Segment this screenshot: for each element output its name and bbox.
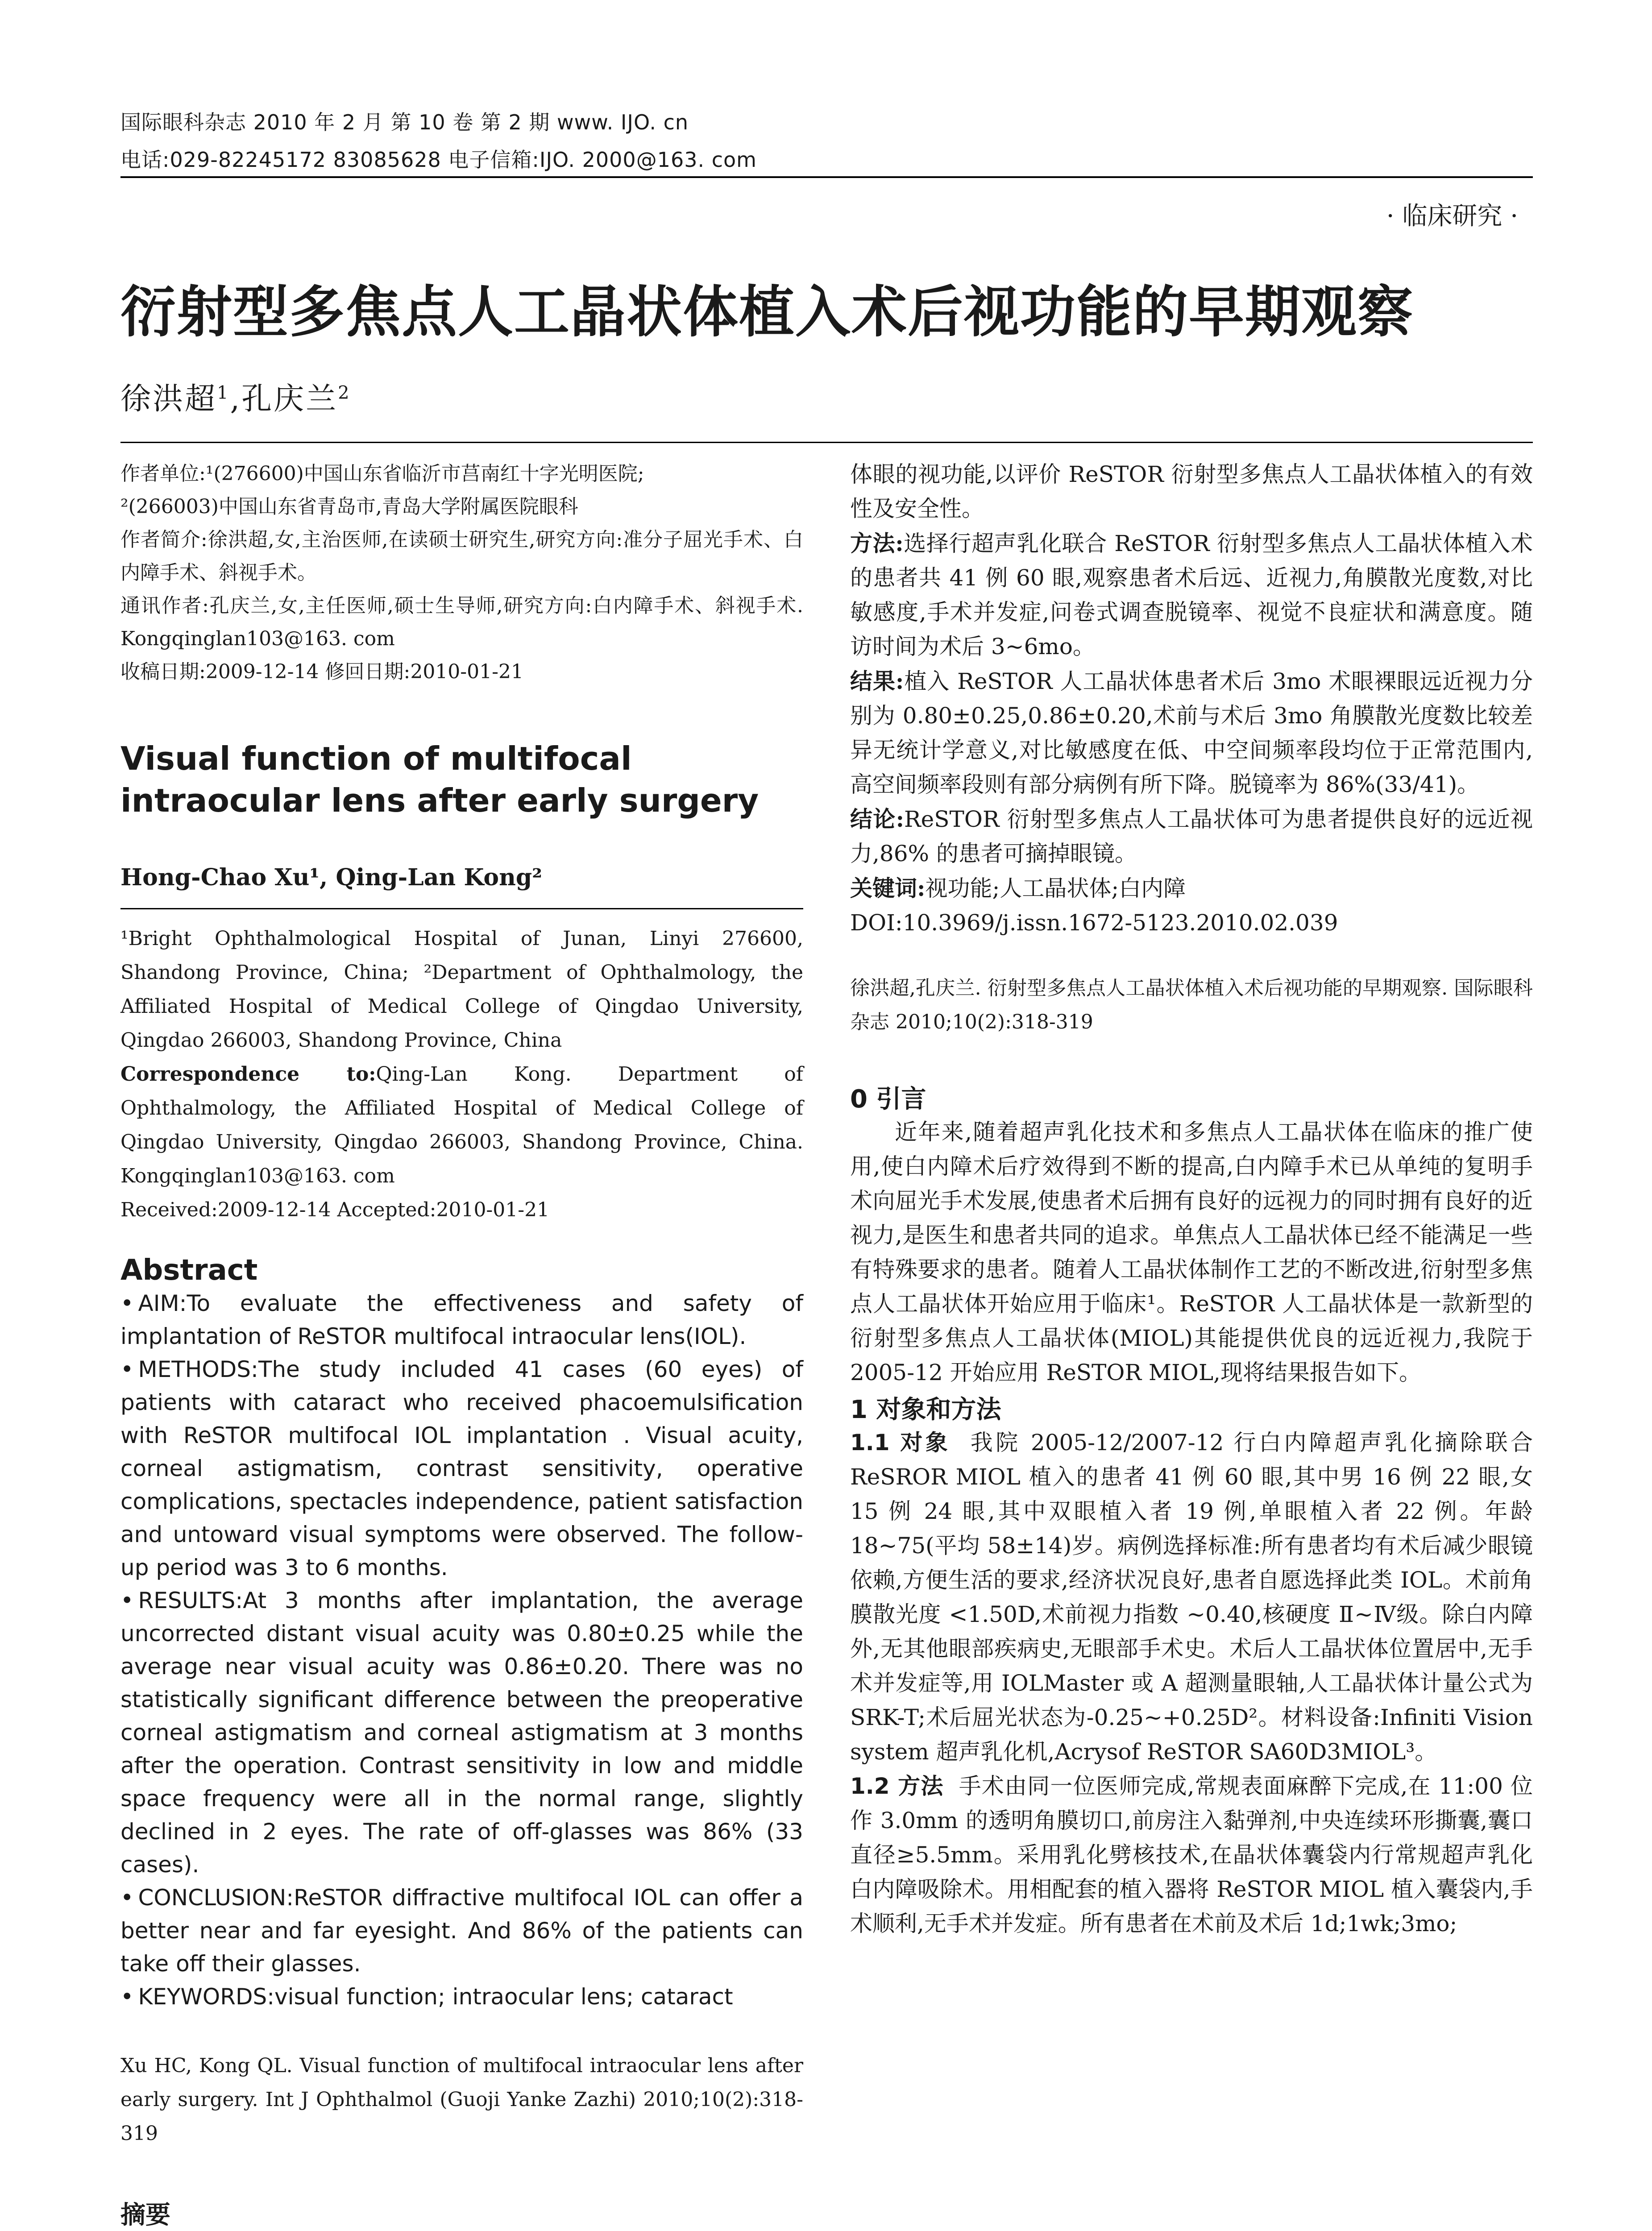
journal-header-line2: 电话:029-82245172 83085628 电子信箱:IJO. 2000@163. com xyxy=(120,148,757,172)
citation-cn: 徐洪超,孔庆兰. 衍射型多焦点人工晶状体植入术后视功能的早期观察. 国际眼科杂志 2010;10(2):318-319 xyxy=(850,977,1533,1033)
abstract-methods: • METHODS:The study included 41 cases (60 eyes) of patients with cataract who received phacoemulsification with ReSTOR multifocal IOL implantation . Visual acuity, corneal astigmatism, contrast sensitivity, operative complications, spectacles independence, patient satisfaction and untoward visual symptoms were observed. The follow-up period was 3 to 6 months. xyxy=(120,1356,803,1580)
section1-1-text: 我院 2005-12/2007-12 行白内障超声乳化摘除联合 ReSROR MIOL 植入的患者 41 例 60 眼,其中男 16 例 22 眼,女 15 例 24 眼,其中双眼植入者 19 例,单眼植入者 22 例。年龄 18~75(平均 58±14)岁。病例选择标准:所有患者均有术后减少眼镜依赖,方便生活的要求,经济状况良好,患者自愿选择此类 IOL。术前角膜散光度 <1.50D,术前视力指数 ~0.40,核硬度 Ⅱ~Ⅳ级。除白内障外,无其他眼部疾病史,无眼部手术史。术后人工晶状体位置居中,无手术并发症等,用 IOLMaster 或 A 超测量眼轴,人工晶状体计量公式为 SRK-T;术后屈光状态为-0.25~+0.25D²。材料设备:Infiniti Vision system 超声乳化机,Acrysof ReSTOR SA60D3MIOL³。 xyxy=(850,1430,1533,1765)
english-affiliation: ¹Bright Ophthalmological Hospital of Junan, Linyi 276600, Shandong Province, China; ²Department of Ophthalmology, the Affiliated Hospital of Medical College of Qingdao University, Qingdao 266003, Shandong Province, China xyxy=(120,927,803,1052)
received-dates-en: Received:2009-12-14 Accepted:2010-01-21 xyxy=(120,1198,550,1221)
corresponding-author: 通讯作者:孔庆兰,女,主任医师,硕士生导师,研究方向:白内障手术、斜视手术. Kongqinglan103@163. com xyxy=(120,594,803,650)
section1-heading: 1 对象和方法 xyxy=(850,1395,1001,1424)
zhaiyao-methods xyxy=(850,526,1533,664)
citation-en: Xu HC, Kong QL. Visual function of multifocal intraocular lens after early surgery. Int J Ophthalmol (Guoji Yanke Zazhi) 2010;10(2):318-319 xyxy=(120,2054,803,2145)
correspondence xyxy=(120,1057,803,1193)
right-column xyxy=(850,457,1533,1941)
english-title: Visual function of multifocal intraocular lens after early surgery xyxy=(120,740,759,819)
abstract-heading: Abstract xyxy=(120,1254,258,1287)
abstract-conclusion-label: CONCLUSION: xyxy=(138,1885,294,1911)
abstract-methods-text: The study included 41 cases (60 eyes) of patients with cataract who received phacoemulsification with ReSTOR multifocal IOL implantation . Visual acuity, corneal astigmatism, contrast sensitivity, operative complications, spectacles independence, patient satisfaction and untoward visual symptoms were observed. The follow-up period was 3 to 6 months. xyxy=(120,1356,803,1580)
abstract-aim-text: To evaluate the effectiveness and safety of implantation of ReSTOR multifocal intraocular lens(IOL). xyxy=(120,1290,803,1349)
authors-rule xyxy=(120,442,1533,443)
zhaiyao-conclusion xyxy=(850,802,1533,871)
journal-header-line1: 国际眼科杂志 2010 年 2 月 第 10 卷 第 2 期 www. IJO. cn xyxy=(120,110,689,134)
zhaiyao-heading: 摘要 xyxy=(120,2201,170,2230)
intro-paragraph: 近年来,随着超声乳化技术和多焦点人工晶状体在临床的推广使用,使白内障术后疗效得到不断的提高,白内障手术已从单纯的复明手术向屈光手术发展,使患者术后拥有良好的远视力的同时拥有良好的近视力,是医生和患者共同的追求。单焦点人工晶状体已经不能满足一些有特殊要求的患者。随着人工晶状体制作工艺的不断改进,衍射型多焦点人工晶状体开始应用于临床¹。ReSTOR 人工晶状体是一款新型的衍射型多焦点人工晶状体(MIOL)其能提供优良的远近视力,我院于 2005-12 开始应用 ReSTOR MIOL,现将结果报告如下。 xyxy=(850,1119,1533,1385)
author-1: 徐洪超 xyxy=(120,382,217,417)
section1-2-paragraph xyxy=(850,1769,1533,1941)
zhaiyao-results xyxy=(850,664,1533,802)
zhaiyao-keywords-text: 视功能;人工晶状体;白内障 xyxy=(925,875,1186,901)
abstract-conclusion: • CONCLUSION:ReSTOR diffractive multifocal IOL can offer a better near and far eyesight. And 86% of the patients can take off their glasses. xyxy=(120,1885,803,1977)
abstract-aim-label: AIM: xyxy=(138,1290,187,1316)
author-1-affil: 1 xyxy=(217,382,230,403)
section1-2-text: 手术由同一位医师完成,常规表面麻醉下完成,在 11:00 位作 3.0mm 的透明角膜切口,前房注入黏弹剂,中央连续环形撕囊,囊口直径≥5.5mm。采用乳化劈核技术,在晶状体囊袋内行常规超声乳化白内障吸除术。用相配套的植入器将 ReSTOR MIOL 植入囊袋内,手术顺利,无手术并发症。所有患者在术前及术后 1d;1wk;3mo; xyxy=(850,1773,1533,1937)
left-column xyxy=(120,457,803,2231)
abstract-results-text: At 3 months after implantation, the average uncorrected distant visual acuity was 0.80±0.25 while the average near visual acuity was 0.86±0.20. There was no statistically significant difference between the preoperative corneal astigmatism and corneal astigmatism at 3 months after the operation. Contrast sensitivity in low and middle space frequency were all in the normal range, slightly declined in 2 eyes. The rate of off-glasses was 86% (33 cases). xyxy=(120,1588,803,1878)
zhaiyao-methods-label: 方法: xyxy=(850,530,904,556)
abstract-keywords-text: visual function; intraocular lens; cataract xyxy=(274,1984,733,2010)
correspondence-text: Qing-Lan Kong. Department of Ophthalmology, the Affiliated Hospital of Medical College of Qingdao University, Qingdao 266003, Shandong Province, China. Kongqinglan103@163. com xyxy=(120,1063,803,1187)
header-rule xyxy=(120,176,1533,178)
zhaiyao-keywords-label: 关键词: xyxy=(850,875,926,901)
abstract-methods-label: METHODS: xyxy=(138,1356,258,1382)
zhaiyao-methods-text: 选择行超声乳化联合 ReSTOR 衍射型多焦点人工晶状体植入术的患者共 41 例 60 眼,观察患者术后远、近视力,角膜散光度数,对比敏感度,手术并发症,问卷式调查脱镜率、视觉不良症状和满意度。随访时间为术后 3~6mo。 xyxy=(850,531,1533,659)
zhaiyao-results-label: 结果: xyxy=(850,668,904,694)
abstract-keywords: • KEYWORDS:visual function; intraocular lens; cataract xyxy=(120,1984,733,2010)
author-2-affil: 2 xyxy=(338,382,351,403)
correspondence-label: Correspondence to: xyxy=(120,1063,376,1086)
english-authors: Hong-Chao Xu¹, Qing-Lan Kong² xyxy=(120,864,543,891)
abstract-aim: • AIM:To evaluate the effectiveness and safety of implantation of ReSTOR multifocal intraocular lens(IOL). xyxy=(120,1290,803,1349)
doi: DOI:10.3969/j.issn.1672-5123.2010.02.039 xyxy=(850,910,1338,936)
section1-1-label: 1.1 对象 xyxy=(850,1430,951,1456)
section1-1-paragraph xyxy=(850,1426,1533,1769)
section-tag: · 临床研究 · xyxy=(1386,202,1518,231)
zhaiyao-aim-continued: 体眼的视功能,以评价 ReSTOR 衍射型多焦点人工晶状体植入的有效性及安全性。 xyxy=(850,461,1533,522)
affiliation-cn-2: ²(266003)中国山东省青岛市,青岛大学附属医院眼科 xyxy=(120,495,578,518)
author-2: ,孔庆兰 xyxy=(230,382,338,417)
zhaiyao-conclusion-text: ReSTOR 衍射型多焦点人工晶状体可为患者提供良好的远近视力,86% 的患者可摘掉眼镜。 xyxy=(850,806,1533,867)
article-title: 衍射型多焦点人工晶状体植入术后视功能的早期观察 xyxy=(120,280,1414,344)
intro-heading: 0 引言 xyxy=(850,1085,926,1114)
abstract-conclusion-text: ReSTOR diffractive multifocal IOL can offer a better near and far eyesight. And 86% of the patients can take off their glasses. xyxy=(120,1885,803,1977)
zhaiyao-results-text: 植入 ReSTOR 人工晶状体患者术后 3mo 术眼裸眼远近视力分别为 0.80±0.25,0.86±0.20,术前与术后 3mo 角膜散光度数比较差异无统计学意义,对比敏感度在低、中空间频率段均位于正常范围内,高空间频率段则有部分病例有所下降。脱镜率为 86%(33/41)。 xyxy=(850,668,1533,797)
affiliation-cn-1: 作者单位:¹(276600)中国山东省临沂市莒南红十字光明医院; xyxy=(120,462,644,485)
abstract-results: • RESULTS:At 3 months after implantation, the average uncorrected distant visual acuity was 0.80±0.25 while the average near visual acuity was 0.86±0.20. There was no statistically significant difference between the preoperative corneal astigmatism and corneal astigmatism at 3 months after the operation. Contrast sensitivity in low and middle space frequency were all in the normal range, slightly declined in 2 eyes. The rate of off-glasses was 86% (33 cases). xyxy=(120,1588,803,1878)
authors-cn xyxy=(120,375,351,418)
author-bio: 作者简介:徐洪超,女,主治医师,在读硕士研究生,研究方向:准分子屈光手术、白内障手术、斜视手术。 xyxy=(120,528,803,584)
received-dates-cn: 收稿日期:2009-12-14 修回日期:2010-01-21 xyxy=(120,660,524,683)
zhaiyao-keywords xyxy=(850,871,1533,906)
zhaiyao-conclusion-label: 结论: xyxy=(850,806,905,832)
section1-2-label: 1.2 方法 xyxy=(850,1773,944,1799)
abstract-keywords-label: KEYWORDS: xyxy=(138,1984,275,2010)
abstract-results-label: RESULTS: xyxy=(138,1588,243,1613)
